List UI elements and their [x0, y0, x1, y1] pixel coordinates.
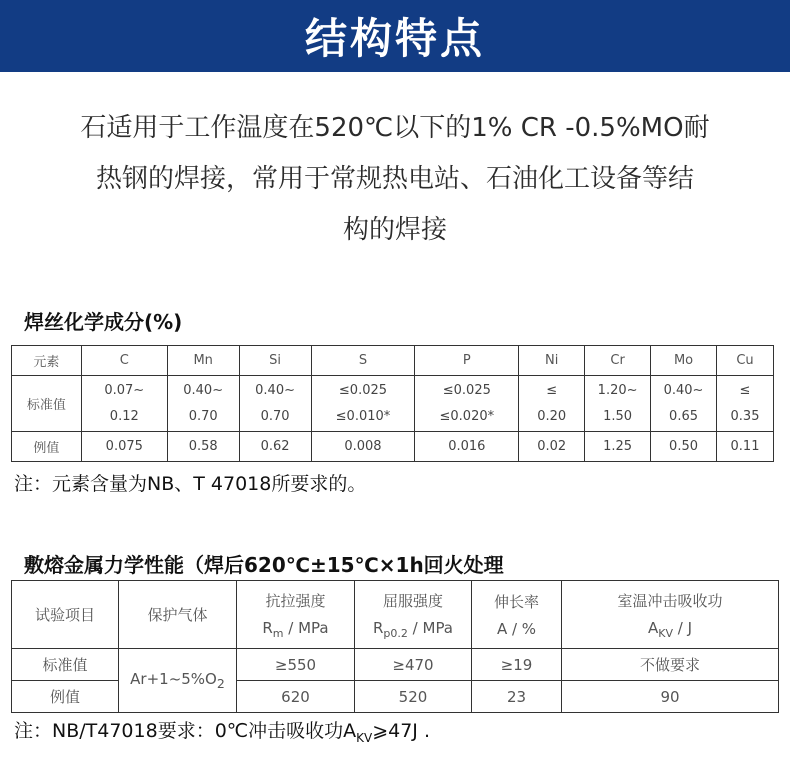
table-cell: 23 — [472, 681, 562, 713]
header-cell: Mn — [167, 346, 239, 376]
table-row — [12, 432, 774, 462]
header-cell: 试验项目 — [12, 581, 119, 649]
section-banner — [0, 0, 790, 72]
header-cell: 伸长率 A / % — [472, 581, 562, 649]
table-cell: 不做要求 — [562, 649, 779, 681]
table-cell: ≥470 — [355, 649, 472, 681]
table-cell: 1.25 — [585, 432, 651, 462]
header-cell: 元素 — [12, 346, 82, 376]
mech-table-title: 敷熔金属力学性能（焊后620℃±15℃×1h回火处理 — [24, 553, 504, 577]
row-label: 标准值 — [12, 649, 119, 681]
header-cell: 保护气体 — [119, 581, 237, 649]
row-label: 标准值 — [12, 376, 82, 432]
header-cell: 室温冲击吸收功 $A_{KV}$ / J — [562, 581, 779, 649]
table-header-row — [12, 581, 779, 649]
table-cell: ≥550 — [237, 649, 355, 681]
table-header-row — [12, 346, 774, 376]
table-row — [12, 376, 774, 432]
table-cell: 0.58 — [167, 432, 239, 462]
description-line: 石适用于工作温度在520℃以下的1% CR -0.5%MO耐 — [80, 113, 710, 143]
table-cell: 0.11 — [716, 432, 773, 462]
table-cell: 0.07~ 0.12 — [81, 376, 167, 432]
mechanical-properties-table — [11, 580, 779, 713]
header-cell: Si — [239, 346, 311, 376]
table-cell: 90 — [562, 681, 779, 713]
table-cell: 620 — [237, 681, 355, 713]
chem-note: 注：元素含量为NB、T 47018所要求的。 — [14, 473, 367, 495]
table-cell: ≥19 — [472, 649, 562, 681]
header-cell: Ni — [519, 346, 585, 376]
table-cell: 0.075 — [81, 432, 167, 462]
gas-cell: $Ar+1\sim 5\%O_2$ — [119, 649, 237, 713]
header-cell: 屈服强度 $R_{p0.2}$ / MPa — [355, 581, 472, 649]
table-cell: 0.016 — [415, 432, 519, 462]
table-cell: 0.40~ 0.65 — [651, 376, 717, 432]
chem-table-title: 焊丝化学成分(%) — [24, 310, 183, 334]
table-cell: 0.40~ 0.70 — [239, 376, 311, 432]
header-cell: Cr — [585, 346, 651, 376]
table-cell: 520 — [355, 681, 472, 713]
header-cell: P — [415, 346, 519, 376]
description-line: 构的焊接 — [342, 215, 447, 245]
table-cell: 0.008 — [311, 432, 415, 462]
table-cell: 0.62 — [239, 432, 311, 462]
table-cell: ≤0.025 ≤0.020* — [415, 376, 519, 432]
table-cell: ≤ 0.35 — [716, 376, 773, 432]
chemical-composition-table — [11, 345, 774, 462]
mech-note: 注：NB/T47018要求：0℃冲击吸收功$A_{KV}⩾47J$ . — [14, 720, 430, 745]
row-label: 例值 — [12, 681, 119, 713]
header-cell: 抗拉强度 $R_m$ / MPa — [237, 581, 355, 649]
table-cell: 0.40~ 0.70 — [167, 376, 239, 432]
table-cell: ≤ 0.20 — [519, 376, 585, 432]
row-label: 例值 — [12, 432, 82, 462]
table-cell: ≤0.025 ≤0.010* — [311, 376, 415, 432]
table-cell: 0.50 — [651, 432, 717, 462]
table-cell: 1.20~ 1.50 — [585, 376, 651, 432]
table-row — [12, 649, 779, 681]
header-cell: C — [81, 346, 167, 376]
banner-title: 结构特点 — [304, 14, 485, 63]
description — [40, 103, 750, 256]
header-cell: S — [311, 346, 415, 376]
table-cell: 0.02 — [519, 432, 585, 462]
header-cell: Cu — [716, 346, 773, 376]
description-line: 热钢的焊接，常用于常规热电站、石油化工设备等结 — [95, 164, 694, 194]
header-cell: Mo — [651, 346, 717, 376]
